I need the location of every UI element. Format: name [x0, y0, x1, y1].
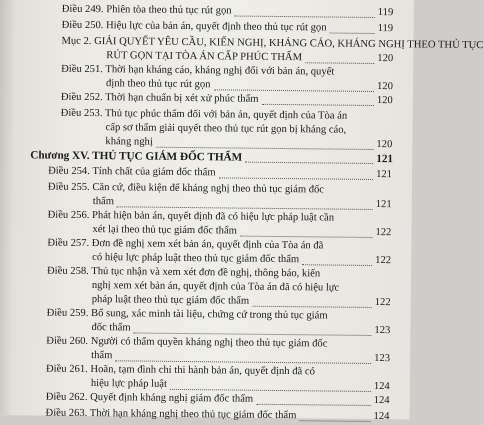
toc-page-number: 119 [377, 7, 394, 19]
toc-entry [0, 34, 484, 65]
toc-entry [0, 180, 402, 211]
toc-entry-text: đốc thẩm [91, 322, 131, 334]
toc-entry-text: cấp sơ thẩm giải quyết theo thủ tục rút gọn bị kháng cáo, [105, 122, 347, 136]
toc-page-number: 123 [374, 325, 391, 337]
toc-dot-leader [245, 161, 373, 164]
toc-entry-text: Điều 250. Hiệu lực của bản án, quyết định theo thủ tục rút gọn [61, 19, 327, 34]
toc-entry-text: Điều 253. Thủ tục phúc thẩm đối với bản án, quyết định của Tòa án [60, 107, 348, 122]
toc-entry [0, 2, 404, 19]
toc-dot-leader [219, 176, 373, 180]
toc-entry-text: Điều 255. Căn cứ, điều kiện để kháng nghị theo thủ tục giám đốc [47, 181, 325, 196]
toc-page-number: 121 [376, 153, 394, 166]
toc-page-number: 121 [375, 199, 392, 211]
toc-dot-leader [240, 235, 372, 238]
toc-entry [0, 164, 402, 181]
toc-entry [0, 406, 400, 423]
toc-entry-text: pháp luật theo thủ tục giám đốc thẩm [91, 294, 250, 307]
toc-page-number: 120 [376, 139, 393, 151]
toc-entry-text: Điều 249. Phiên tòa theo thủ tục rút gọn [61, 3, 232, 17]
toc-entry-text: RÚT GỌN TẠI TÒA ÁN CẤP PHÚC THẨM [106, 50, 303, 64]
toc-entry-text: Điều 251. Thời hạn kháng cáo, kháng nghị đối với bản án, quyết [61, 63, 335, 78]
toc-entry [0, 106, 403, 151]
toc-page-number: 123 [374, 353, 391, 365]
toc-entry-text: Điều 256. Phát hiện bản án, quyết định đã có hiệu lực pháp luật cần [47, 209, 335, 224]
toc-dot-leader [302, 263, 372, 266]
toc-entry-text: Điều 259. Bổ sung, xác minh tài liệu, chứng cứ trong thủ tục giám [46, 307, 328, 322]
toc-dot-leader [214, 88, 374, 92]
toc-page-number: 120 [376, 95, 393, 107]
toc-entry-text: nghị xem xét bản án, quyết định của Tòa án đã có hiệu lực [91, 280, 340, 294]
toc-entry [0, 18, 404, 35]
toc-entry-text: Điều 262. Quyết định kháng nghị giám đốc thẩm [45, 391, 254, 405]
toc-page-number: 121 [376, 169, 393, 181]
toc-dot-leader [262, 103, 374, 106]
toc-entry-text: Mục 2. GIẢI QUYẾT YÊU CẦU, KIẾN NGHỊ, KHÁNG CÁO, KHÁNG NGHỊ THEO THỦ TỤC [61, 35, 484, 52]
toc-entry-text: Điều 258. Thủ tục nhận và xem xét đơn đề nghị, thông báo, kiến [47, 265, 321, 280]
toc-page-number: 122 [375, 227, 392, 239]
toc-page-number: 120 [377, 53, 394, 65]
toc-entry-text: Chương XV. THỦ TỤC GIÁM ĐỐC THẨM [30, 149, 243, 164]
toc-entry-text: thẩm [91, 350, 113, 362]
toc-entry-text: Điều 252. Thời hạn chuẩn bị xét xử phúc thẩm [60, 91, 259, 105]
toc-entry-text: thẩm [92, 196, 115, 208]
toc-dot-leader [235, 15, 375, 18]
toc-dot-leader [299, 419, 370, 422]
toc-entry-text: định theo thủ tục rút gọn [105, 78, 211, 91]
toc-page-number: 122 [374, 297, 391, 309]
page-gutter-shadow [0, 0, 16, 415]
toc-page-number: 120 [376, 81, 393, 93]
toc-page-number: 122 [375, 255, 392, 267]
toc-dot-leader [256, 403, 370, 406]
toc-entry-text: Điều 257. Đơn đề nghị xem xét bản án, quyết định của Tòa án đã [47, 237, 324, 252]
toc-page-number: 119 [377, 23, 394, 35]
toc-entry-text: có hiệu lực pháp luật theo thủ tục giám đốc thẩm [92, 252, 300, 266]
toc-entry-text: Điều 261. Hoãn, tạm đình chỉ thi hành bản án, quyết định đã có [45, 363, 315, 378]
toc-dot-leader [305, 61, 374, 64]
toc-entry-text: Điều 263. Thời hạn kháng nghị theo thủ tục giám đốc thẩm [45, 407, 297, 422]
toc-entry-text: Điều 254. Tính chất của giám đốc thẩm [48, 165, 216, 179]
toc-entry-text: Điều 260. Người có thẩm quyền kháng nghị theo thủ tục giám đốc [46, 335, 328, 350]
toc-entry-text: xét lại theo thủ tục giám đốc thẩm [92, 224, 237, 237]
toc-page-number: 124 [373, 380, 390, 393]
toc-entry-text: hiệu lực pháp luật [90, 378, 168, 390]
toc-page-number: 124 [373, 394, 390, 407]
toc-entry-text: kháng nghị [105, 136, 153, 148]
toc-page-number: 124 [373, 410, 390, 423]
toc-dot-leader [330, 32, 375, 34]
toc-dot-leader [252, 305, 371, 308]
